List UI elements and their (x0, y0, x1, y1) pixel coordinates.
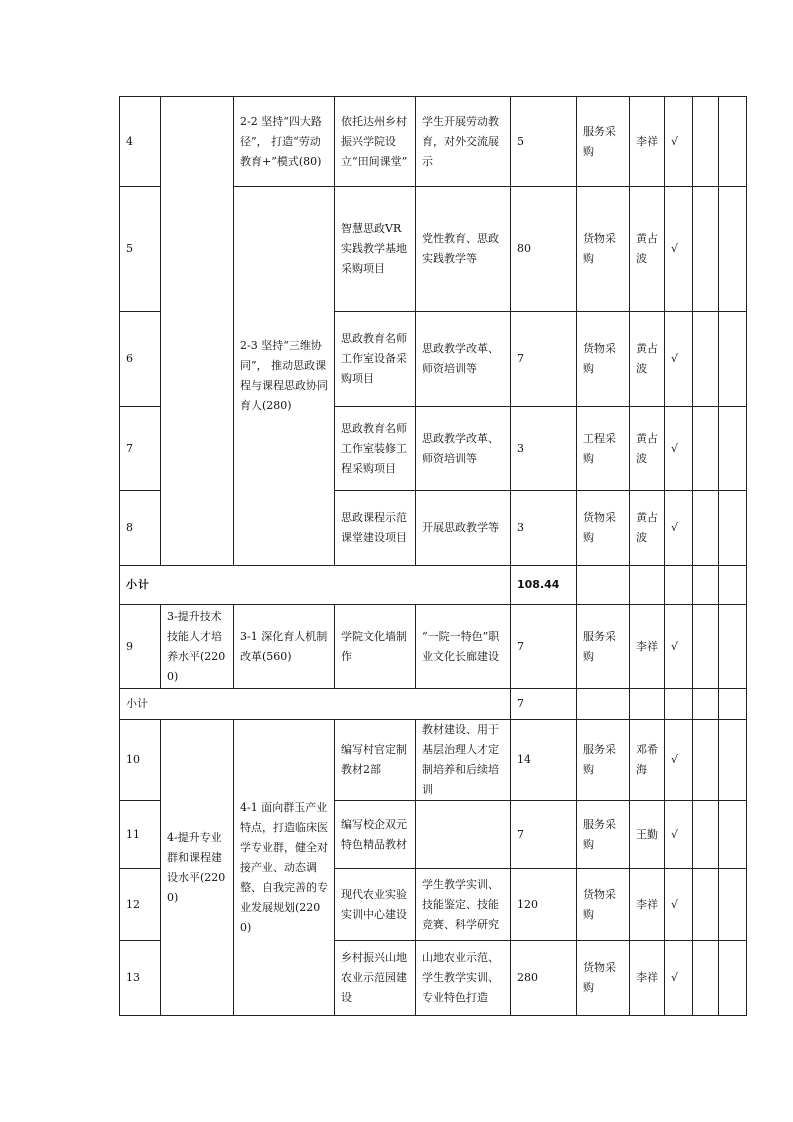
row-number: 5 (120, 187, 161, 312)
method-cell: 服务采购 (577, 801, 630, 869)
project-name: 智慧思政VR实践教学基地采购项目 (335, 187, 416, 312)
method-cell: 服务采购 (577, 605, 630, 689)
table-row (120, 97, 747, 187)
person-cell: 邓希海 (630, 720, 665, 801)
empty-cell (719, 566, 747, 605)
project-name: 编写校企双元特色精品教材 (335, 801, 416, 869)
check-mark: √ (665, 941, 693, 1016)
empty-cell (693, 689, 719, 720)
project-name: 学院文化墙制作 (335, 605, 416, 689)
table-row (120, 720, 747, 801)
empty-cell (693, 187, 719, 312)
person-cell: 李祥 (630, 605, 665, 689)
level1-task-cell: 4-提升专业群和课程建设水平(2200) (161, 720, 234, 1016)
amount-cell: 3 (511, 407, 577, 491)
empty-cell (719, 407, 747, 491)
method-cell: 货物采购 (577, 312, 630, 407)
table-row (120, 605, 747, 689)
row-number: 6 (120, 312, 161, 407)
empty-cell (693, 869, 719, 941)
subtotal-row (120, 566, 747, 605)
empty-cell (719, 187, 747, 312)
empty-cell (693, 720, 719, 801)
person-cell: 黄占波 (630, 312, 665, 407)
row-number: 7 (120, 407, 161, 491)
method-cell: 货物采购 (577, 187, 630, 312)
method-cell: 货物采购 (577, 941, 630, 1016)
empty-cell (577, 689, 630, 720)
row-number: 10 (120, 720, 161, 801)
level2-task-cell: 4-1 面向群玉产业特点，打造临床医学专业群，健全对接产业、动态调整、自我完善的专业发展规划(2200) (234, 720, 335, 1016)
level2-task-cell: 2-2 坚持“四大路径”， 打造“劳动教育+”模式(80) (234, 97, 335, 187)
check-mark: √ (665, 869, 693, 941)
project-name: 乡村振兴山地农业示范园建设 (335, 941, 416, 1016)
subtotal-value: 7 (511, 689, 577, 720)
content-cell: “一院一特色”职业文化长廊建设 (416, 605, 511, 689)
empty-cell (719, 869, 747, 941)
person-cell: 黄占波 (630, 491, 665, 566)
person-cell: 李祥 (630, 941, 665, 1016)
level1-task-cell: 3-提升技术技能人才培养水平(2200) (161, 605, 234, 689)
amount-cell: 280 (511, 941, 577, 1016)
project-name: 编写村官定制教材2部 (335, 720, 416, 801)
project-name: 现代农业实验实训中心建设 (335, 869, 416, 941)
person-cell: 王勤 (630, 801, 665, 869)
person-cell: 黄占波 (630, 407, 665, 491)
content-cell: 山地农业示范、学生教学实训、专业特色打造 (416, 941, 511, 1016)
check-mark: √ (665, 407, 693, 491)
check-mark: √ (665, 801, 693, 869)
row-number: 13 (120, 941, 161, 1016)
subtotal-label: 小计 (120, 566, 511, 605)
empty-cell (719, 97, 747, 187)
empty-cell (577, 566, 630, 605)
row-number: 9 (120, 605, 161, 689)
empty-cell (665, 689, 693, 720)
level2-task-cell: 3-1 深化育人机制改革(560) (234, 605, 335, 689)
check-mark: √ (665, 187, 693, 312)
empty-cell (719, 605, 747, 689)
method-cell: 服务采购 (577, 720, 630, 801)
person-cell: 李祥 (630, 97, 665, 187)
amount-cell: 7 (511, 605, 577, 689)
row-number: 8 (120, 491, 161, 566)
row-number: 12 (120, 869, 161, 941)
method-cell: 货物采购 (577, 491, 630, 566)
empty-cell (693, 97, 719, 187)
empty-cell (719, 801, 747, 869)
empty-cell (719, 720, 747, 801)
empty-cell (630, 566, 665, 605)
empty-cell (665, 566, 693, 605)
empty-cell (719, 491, 747, 566)
empty-cell (693, 407, 719, 491)
project-name: 思政课程示范课堂建设项目 (335, 491, 416, 566)
project-name: 思政教育名师工作室装修工程采购项目 (335, 407, 416, 491)
empty-cell (630, 689, 665, 720)
subtotal-row (120, 689, 747, 720)
content-cell: 学生教学实训、技能鉴定、技能竞赛、科学研究 (416, 869, 511, 941)
content-cell: 思政教学改革、师资培训等 (416, 407, 511, 491)
content-cell: 学生开展劳动教育，对外交流展示 (416, 97, 511, 187)
amount-cell: 120 (511, 869, 577, 941)
check-mark: √ (665, 491, 693, 566)
empty-cell (693, 566, 719, 605)
empty-cell (719, 312, 747, 407)
check-mark: √ (665, 720, 693, 801)
content-cell (416, 801, 511, 869)
amount-cell: 5 (511, 97, 577, 187)
content-cell: 开展思政教学等 (416, 491, 511, 566)
row-number: 4 (120, 97, 161, 187)
amount-cell: 7 (511, 801, 577, 869)
subtotal-label: 小计 (120, 689, 511, 720)
amount-cell: 7 (511, 312, 577, 407)
check-mark: √ (665, 97, 693, 187)
empty-cell (693, 801, 719, 869)
level2-task-cell: 2-3 坚持“三维协同”， 推动思政课程与课程思政协同育人(280) (234, 187, 335, 566)
check-mark: √ (665, 605, 693, 689)
person-cell: 黄占波 (630, 187, 665, 312)
empty-cell (693, 491, 719, 566)
method-cell: 工程采购 (577, 407, 630, 491)
amount-cell: 3 (511, 491, 577, 566)
empty-cell (719, 941, 747, 1016)
check-mark: √ (665, 312, 693, 407)
empty-cell (693, 312, 719, 407)
procurement-table (119, 96, 747, 1016)
content-cell: 教材建设、用于基层治理人才定制培养和后续培训 (416, 720, 511, 801)
level1-task-cell (161, 97, 234, 566)
content-cell: 思政教学改革、师资培训等 (416, 312, 511, 407)
empty-cell (719, 689, 747, 720)
project-name: 思政教育名师工作室设备采购项目 (335, 312, 416, 407)
content-cell: 党性教育、思政实践教学等 (416, 187, 511, 312)
empty-cell (693, 605, 719, 689)
amount-cell: 80 (511, 187, 577, 312)
project-name: 依托达州乡村振兴学院设立“田间课堂” (335, 97, 416, 187)
person-cell: 李祥 (630, 869, 665, 941)
subtotal-value: 108.44 (511, 566, 577, 605)
row-number: 11 (120, 801, 161, 869)
method-cell: 服务采购 (577, 97, 630, 187)
amount-cell: 14 (511, 720, 577, 801)
method-cell: 货物采购 (577, 869, 630, 941)
empty-cell (693, 941, 719, 1016)
